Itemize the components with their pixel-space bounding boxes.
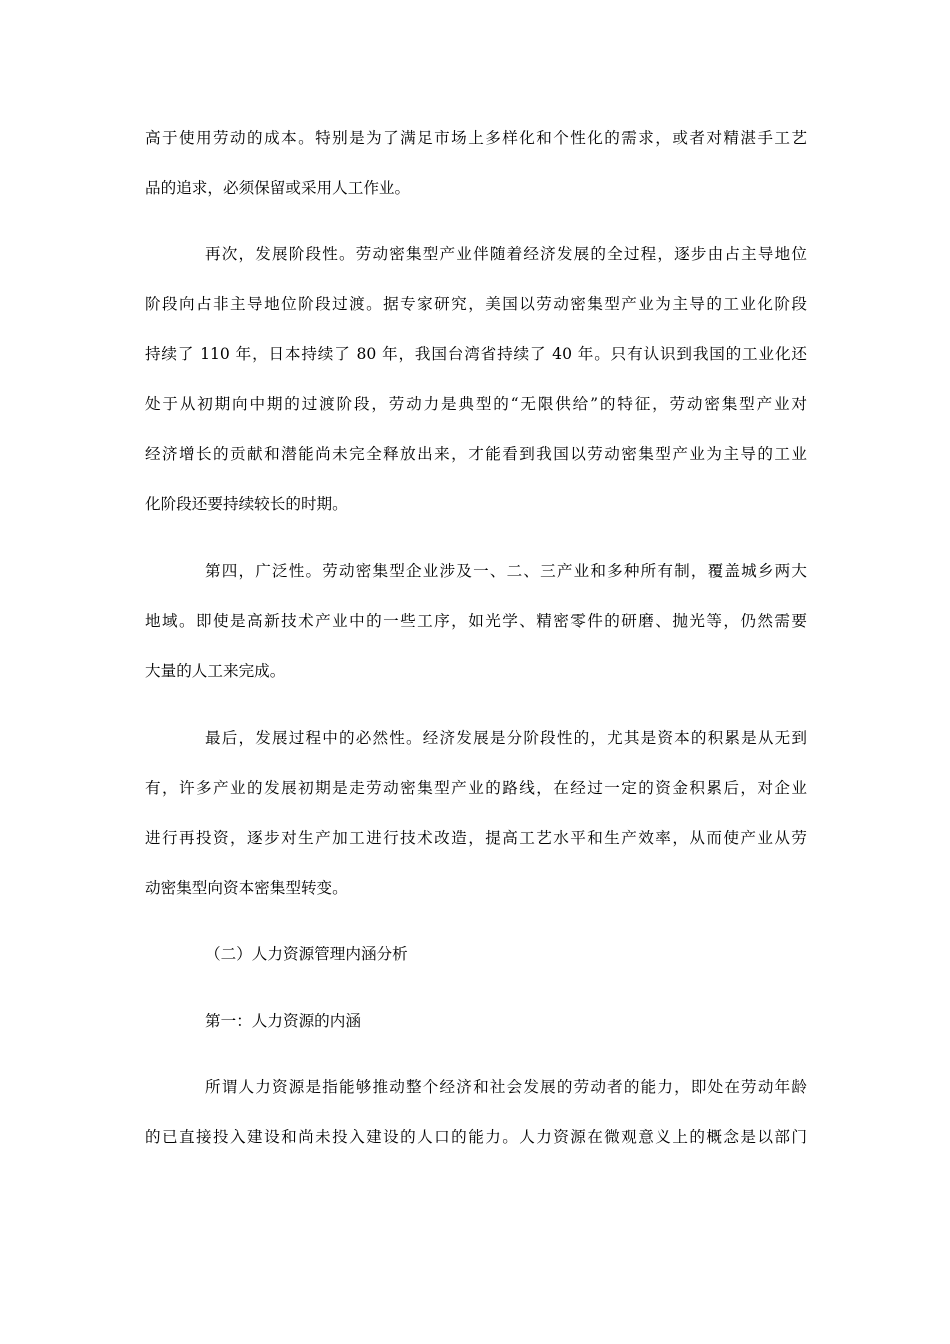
text-line: 处于从初期向中期的过渡阶段，劳动力是典型的“无限供给”的特征，劳动密集型产业对 bbox=[145, 395, 807, 413]
text-line: 高于使用劳动的成本。特别是为了满足市场上多样化和个性化的需求，或者对精湛手工艺 bbox=[145, 129, 807, 147]
paragraph-first-line: 所谓人力资源是指能够推动整个经济和社会发展的劳动者的能力，即处在劳动年龄 bbox=[205, 1078, 807, 1096]
text-line: 有，许多产业的发展初期是走劳动密集型产业的路线，在经过一定的资金积累后，对企业 bbox=[145, 779, 807, 797]
paragraph-first-line: 第四，广泛性。劳动密集型企业涉及一、二、三产业和多种所有制，覆盖城乡两大 bbox=[205, 562, 807, 580]
text-line: 地域。即使是高新技术产业中的一些工序，如光学、精密零件的研磨、抛光等，仍然需要 bbox=[145, 612, 807, 630]
section-heading: （二）人力资源管理内涵分析 bbox=[205, 945, 408, 963]
text-line: 阶段向占非主导地位阶段过渡。据专家研究，美国以劳动密集型产业为主导的工业化阶段 bbox=[145, 295, 807, 313]
text-line: 化阶段还要持续较长的时期。 bbox=[145, 495, 348, 513]
text-line: 品的追求，必须保留或采用人工作业。 bbox=[145, 179, 411, 197]
text-line: 动密集型向资本密集型转变。 bbox=[145, 879, 348, 897]
text-line: 持续了 110 年，日本持续了 80 年，我国台湾省持续了 40 年。只有认识到我国的工业化还 bbox=[145, 345, 807, 363]
paragraph-first-line: 最后，发展过程中的必然性。经济发展是分阶段性的，尤其是资本的积累是从无到 bbox=[205, 729, 807, 747]
text-line: 经济增长的贡献和潜能尚未完全释放出来，才能看到我国以劳动密集型产业为主导的工业 bbox=[145, 445, 807, 463]
text-line: 的已直接投入建设和尚未投入建设的人口的能力。人力资源在微观意义上的概念是以部门 bbox=[145, 1128, 807, 1146]
text-line: 进行再投资，逐步对生产加工进行技术改造，提高工艺水平和生产效率，从而使产业从劳 bbox=[145, 829, 807, 847]
text-line: 大量的人工来完成。 bbox=[145, 662, 286, 680]
sub-heading: 第一：人力资源的内涵 bbox=[205, 1012, 361, 1030]
paragraph-first-line: 再次，发展阶段性。劳动密集型产业伴随着经济发展的全过程，逐步由占主导地位 bbox=[205, 245, 807, 263]
